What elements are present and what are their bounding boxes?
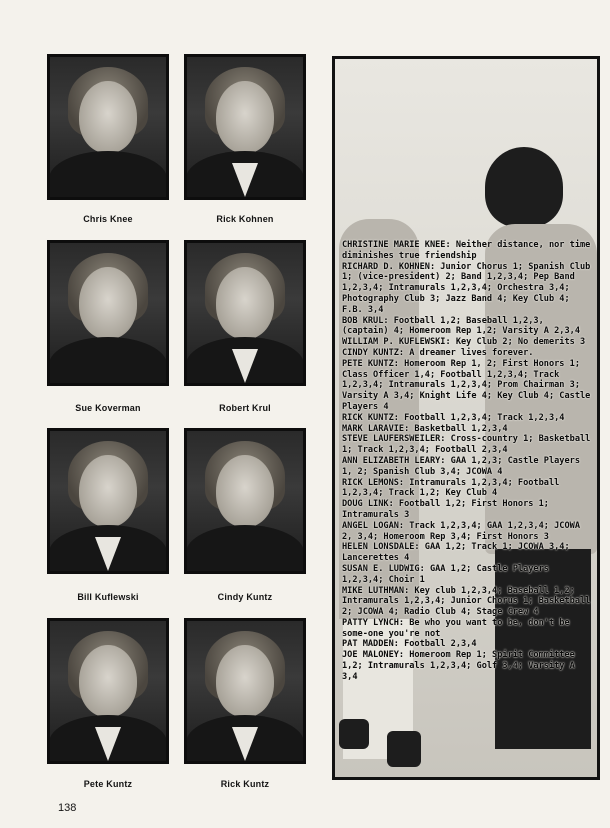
bio-entry: CHRISTINE MARIE KNEE: Neither distance, nor time diminishes true friendship xyxy=(342,240,591,261)
portrait-caption: Cindy Kuntz xyxy=(217,592,273,602)
bio-entry: PAT MADDEN: Football 2,3,4 xyxy=(342,639,477,650)
bio-entry: RICHARD D. KOHNEN: Junior Chorus 1; Spanish Club 1; (vice-president) 2; Band 1,2,3,4; Pep Band 1,2,3,4; Intramurals 1,2,3,4; Orchestra 3,4; Photography Club 3; Jazz Band 4; Key Club 4; F.B. 3,4 xyxy=(342,261,591,315)
portrait-caption: Pete Kuntz xyxy=(83,779,133,789)
candid-shoe xyxy=(339,719,369,749)
bio-entry: STEVE LAUFERSWEILER: Cross-country 1; Basketball 1; Track 1,2,3,4; Football 2,3,4 xyxy=(342,434,591,456)
bio-entry: ANGEL LOGAN: Track 1,2,3,4; GAA 1,2,3,4; JCOWA 2, 3,4; Homeroom Rep 3,4; First Honors 3 xyxy=(342,520,580,542)
bio-entry: MIKE LUTHMAN: Key club 1,2,3,4; Baseball 1,2; Intramurals 1,2,3,4; Junior Chorus 1; Basketball 2; JCOWA 4; Radio Club 4; Stage Crew 4 xyxy=(342,585,591,618)
senior-biographies xyxy=(342,240,592,683)
portrait-photo-bill-kuflewski xyxy=(47,428,169,574)
portrait-caption: Rick Kuntz xyxy=(220,779,270,789)
candid-figure-hair xyxy=(485,147,563,227)
bio-entry: RICK LEMONS: Intramurals 1,2,3,4; Football 1,2,3,4; Track 1,2; Key Club 4 xyxy=(342,477,560,499)
portrait-photo-robert-krul xyxy=(184,240,306,386)
portrait-caption: Rick Kohnen xyxy=(216,214,274,224)
candid-shoe xyxy=(387,731,421,767)
bio-entry: WILLIAM P. KUFLEWSKI: Key Club 2; No demerits 3 xyxy=(342,337,586,348)
page-number: 138 xyxy=(58,802,77,814)
portrait-caption: Robert Krul xyxy=(219,403,271,413)
bio-entry: PETE KUNTZ: Homeroom Rep 1, 2; First Honors 1; Class Officer 1,4; Football 1,2,3,4; Track 1,2,3,4; Intramurals 1,2,3,4; Prom Chairman 3; Varsity A 3,4; Knight Life 4; Key Club 4; Castle Players 4 xyxy=(342,358,591,412)
portrait-photo-rick-kohnen xyxy=(184,54,306,200)
bio-entry: JOE MALONEY: Homeroom Rep 1; Spirit Committee 1,2; Intramurals 1,2,3,4; Golf 3,4; Varsity A 3,4 xyxy=(342,650,575,682)
portrait-photo-cindy-kuntz xyxy=(184,428,306,574)
bio-entry: PATTY LYNCH: Be who you want to be, don't be some-one you're not xyxy=(342,617,570,639)
bio-entry: CINDY KUNTZ: A dreamer lives forever. xyxy=(342,347,534,358)
portrait-photo-rick-kuntz xyxy=(184,618,306,764)
portrait-photo-chris-knee xyxy=(47,54,169,200)
portrait-photo-pete-kuntz xyxy=(47,618,169,764)
bio-entry: ANN ELIZABETH LEARY: GAA 1,2,3; Castle Players 1, 2; Spanish Club 3,4; JCOWA 4 xyxy=(342,455,580,477)
bio-entry: SUSAN E. LUDWIG: GAA 1,2; Castle Players 1,2,3,4; Choir 1 xyxy=(342,563,549,585)
bio-entry: HELEN LONSDALE: GAA 1,2; Track 1; JCOWA 3,4; Lancerettes 4 xyxy=(342,542,570,564)
bio-entry: MARK LARAVIE: Basketball 1,2,3,4 xyxy=(342,423,508,434)
portrait-caption: Bill Kuflewski xyxy=(77,592,139,602)
bio-entry: BOB KRUL: Football 1,2; Baseball 1,2,3, (captain) 4; Homeroom Rep 1,2; Varsity A 2,3,4 xyxy=(342,315,580,337)
bio-entry: RICK KUNTZ: Football 1,2,3,4; Track 1,2,3,4 xyxy=(342,412,565,423)
bio-entry: DOUG LINK: Football 1,2; First Honors 1; Intramurals 3 xyxy=(342,499,549,520)
portrait-caption: Chris Knee xyxy=(83,214,133,224)
portrait-photo-sue-koverman xyxy=(47,240,169,386)
portrait-caption: Sue Koverman xyxy=(75,403,141,413)
